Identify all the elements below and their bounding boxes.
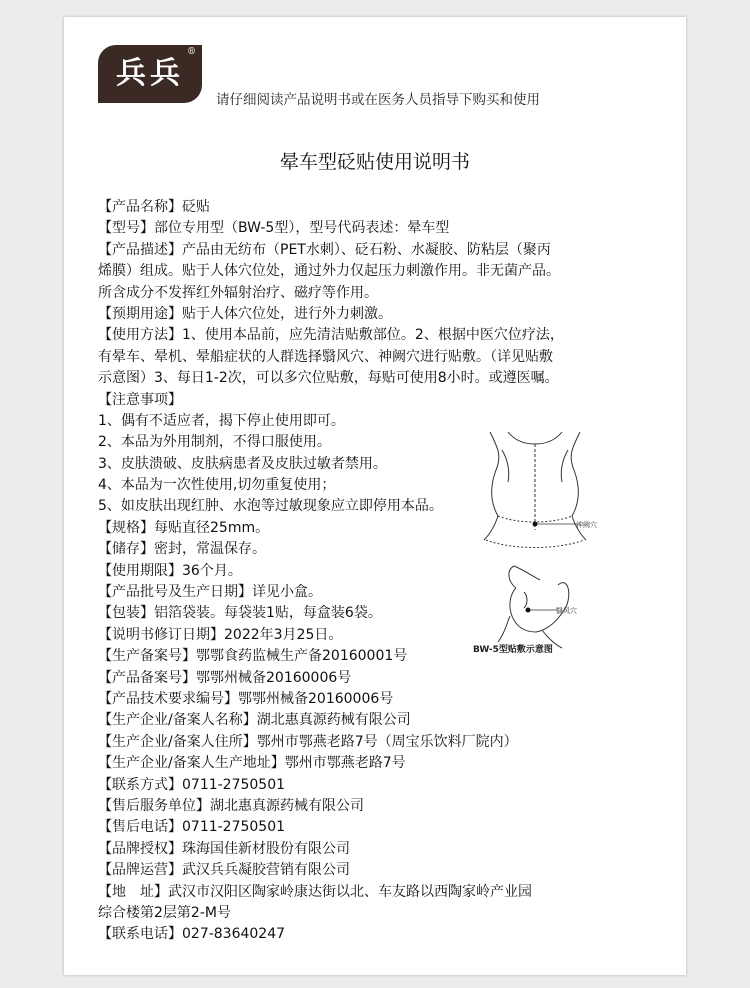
instruction-line: 【预期用途】贴于人体穴位处，进行外力刺激。 bbox=[98, 305, 392, 322]
instruction-line: 【售后电话】0711-2750501 bbox=[98, 819, 286, 836]
instruction-line: 【品牌运营】武汉兵兵凝胶营销有限公司 bbox=[98, 862, 350, 879]
shenque-point-marker bbox=[533, 522, 538, 527]
brand-logo bbox=[98, 45, 202, 103]
instruction-line: 【储存】密封，常温保存。 bbox=[98, 541, 266, 558]
instruction-line: 【使用方法】1、使用本品前，应先清洁贴敷部位。2、根据中医穴位疗法， bbox=[98, 327, 564, 344]
instruction-line: 【生产企业/备案人住所】鄂州市鄂燕老路7号（周宝乐饮料厂院内） bbox=[98, 733, 518, 750]
instruction-line: 烯膜）组成。贴于人体穴位处，通过外力仅起压力刺激作用。非无菌产品。 bbox=[98, 263, 560, 280]
instruction-line: 5、如皮肤出现红肿、水泡等过敏现象应立即停用本品。 bbox=[98, 498, 443, 515]
instruction-line: 【产品备案号】鄂鄂州械备20160006号 bbox=[98, 669, 352, 686]
instruction-line: 【产品技术要求编号】鄂鄂州械备20160006号 bbox=[98, 690, 394, 707]
instruction-line: 4、本品为一次性使用,切勿重复使用； bbox=[98, 477, 336, 494]
instruction-line: 【产品描述】产品由无纺布（PET水刺）、砭石粉、水凝胶、防粘层（聚丙 bbox=[98, 241, 551, 258]
instruction-line: 【产品批号及生产日期】详见小盒。 bbox=[98, 584, 322, 601]
application-diagram bbox=[468, 420, 598, 675]
instruction-line: 3、皮肤溃破、皮肤病患者及皮肤过敏者禁用。 bbox=[98, 455, 387, 472]
instruction-line: 【联系电话】027-83640247 bbox=[98, 926, 286, 943]
label-yifeng: 翳风穴 bbox=[556, 607, 577, 615]
instruction-line: 综合楼第2层第2-M号 bbox=[98, 904, 231, 921]
instruction-line: 【规格】每贴直径25mm。 bbox=[98, 519, 270, 536]
instruction-line: 1、偶有不适应者，揭下停止使用即可。 bbox=[98, 412, 345, 429]
instruction-line: 【包装】铝箔袋装。每袋装1贴，每盒装6袋。 bbox=[98, 605, 382, 622]
instruction-line: 【生产企业/备案人名称】湖北惠真源药械有限公司 bbox=[98, 712, 411, 729]
instruction-line: 示意图）3、每日1-2次，可以多穴位贴敷，每贴可使用8小时。或遵医嘱。 bbox=[98, 370, 559, 387]
registered-mark: ® bbox=[187, 47, 196, 57]
instruction-line: 【注意事项】 bbox=[98, 391, 182, 408]
document-title: 晕车型砭贴使用说明书 bbox=[279, 151, 470, 173]
instruction-line: 【生产备案号】鄂鄂食药监械生产备20160001号 bbox=[98, 648, 408, 665]
brand-logo-text: 兵兵 bbox=[116, 56, 184, 91]
label-shenque: 神阙穴 bbox=[576, 521, 597, 529]
instruction-line: 【联系方式】0711-2750501 bbox=[98, 776, 286, 793]
instruction-line: 【品牌授权】珠海国佳新材股份有限公司 bbox=[98, 840, 350, 857]
instruction-line: 所含成分不发挥红外辐射治疗、磁疗等作用。 bbox=[98, 284, 378, 301]
torso-figure bbox=[484, 432, 586, 548]
instruction-line: 【生产企业/备案人生产地址】鄂州市鄂燕老路7号 bbox=[98, 755, 406, 772]
yifeng-point-marker bbox=[526, 608, 531, 613]
instruction-line: 【型号】部位专用型（BW-5型），型号代码表述：晕车型 bbox=[98, 220, 450, 237]
instruction-line: 【使用期限】36个月。 bbox=[98, 562, 242, 579]
purchase-notice: 请仔细阅读产品说明书或在医务人员指导下购买和使用 bbox=[216, 92, 540, 108]
diagram-caption: BW-5型贴敷示意图 bbox=[473, 645, 553, 655]
instruction-line: 【说明书修订日期】2022年3月25日。 bbox=[98, 626, 343, 643]
instruction-line: 【售后服务单位】湖北惠真源药械有限公司 bbox=[98, 797, 364, 814]
instruction-line: 有晕车、晕机、晕船症状的人群选择翳风穴、神阙穴进行贴敷。（详见贴敷 bbox=[98, 348, 553, 365]
instruction-line: 【产品名称】砭贴 bbox=[98, 199, 210, 215]
instruction-line: 【地 址】武汉市汉阳区陶家岭康达街以北、车友路以西陶家岭产业园 bbox=[98, 883, 532, 900]
instruction-line: 2、本品为外用制剂，不得口服使用。 bbox=[98, 434, 331, 451]
